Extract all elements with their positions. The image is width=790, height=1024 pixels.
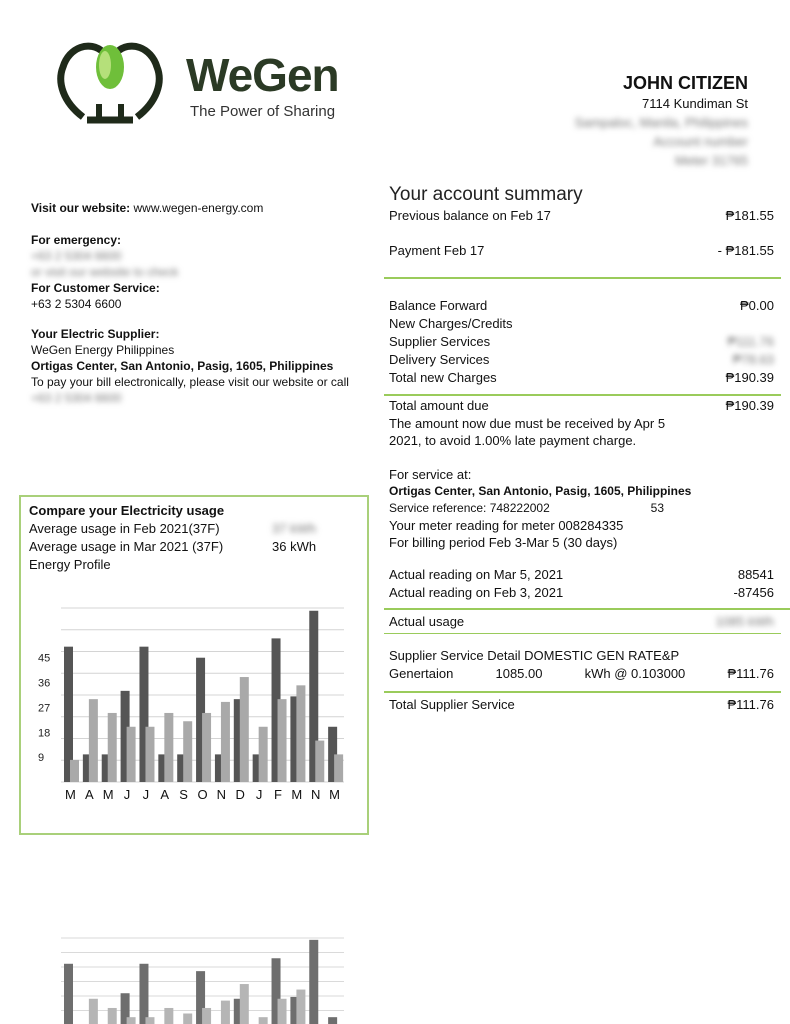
energy-profile-chart-duplicate <box>26 930 356 1024</box>
billing-period: For billing period Feb 3-Mar 5 (30 days) <box>389 535 618 550</box>
bar-series-2-6 <box>183 721 192 782</box>
divider <box>384 691 781 693</box>
summary-total-due <box>389 397 774 449</box>
emergency-label: For emergency: <box>31 233 122 247</box>
x-tick-label: A <box>84 787 94 802</box>
prev-balance-value: ₱181.55 <box>725 208 774 223</box>
bar-series-2-4 <box>145 1017 154 1024</box>
summary-title: Your account summary <box>389 184 583 205</box>
divider <box>384 277 781 279</box>
actual-mar-label: Actual reading on Mar 5, 2021 <box>389 567 564 582</box>
x-tick-label: A <box>160 787 170 802</box>
payment-value: - ₱181.55 <box>717 243 774 258</box>
total-due-label: Total amount due <box>389 398 489 413</box>
payment-label: Payment Feb 17 <box>389 243 485 258</box>
balance-forward-label: Balance Forward <box>389 298 488 313</box>
address-line-2: Sampaloc, Manila, Philippines <box>574 115 748 130</box>
total-new-charges-value: ₱190.39 <box>725 370 774 385</box>
x-tick-label: J <box>142 787 150 802</box>
generation-rate: kWh @ 0.103000 <box>584 666 686 681</box>
bar-series-2-1 <box>89 699 98 782</box>
summary-payment <box>389 242 774 260</box>
x-tick-label: M <box>329 787 340 802</box>
y-tick-label: 36 <box>38 677 51 690</box>
bar-series-2-2 <box>108 713 117 782</box>
bar-series-2-12 <box>296 685 305 782</box>
bar-series-2-14 <box>334 754 343 782</box>
bar-series-2-9 <box>240 984 249 1024</box>
x-tick-label: D <box>235 787 245 802</box>
usage-feb-label: Average usage in Feb 2021(37F) <box>29 521 220 536</box>
service-for-label: For service at: <box>389 467 472 482</box>
bar-series-2-13 <box>315 741 324 782</box>
supplier-address: Ortigas Center, San Antonio, Pasig, 1605, Philippines <box>31 359 334 373</box>
y-tick-label: 45 <box>38 652 51 665</box>
address-line-3: Account number <box>653 134 748 149</box>
customer-service-phone: +63 2 5304 6600 <box>31 297 122 311</box>
customer-name: JOHN CITIZEN <box>622 73 748 93</box>
supplier-name: WeGen Energy Philippines <box>31 343 175 357</box>
divider <box>384 608 790 610</box>
due-note-line-2: 2021, to avoid 1.00% late payment charge. <box>389 433 637 448</box>
bar-series-2-11 <box>278 999 287 1024</box>
total-supplier-value: ₱111.76 <box>727 697 774 712</box>
usage-feb-value: 37 kWh <box>272 521 317 536</box>
x-tick-label: M <box>291 787 303 802</box>
usage-mar-value: 36 kWh <box>272 539 317 554</box>
bar-series-2-8 <box>221 1001 230 1024</box>
emergency-block <box>31 232 178 280</box>
supplier-detail <box>389 647 774 683</box>
customer-service-label: For Customer Service: <box>31 281 160 295</box>
total-new-charges-label: Total new Charges <box>389 370 497 385</box>
x-tick-label: J <box>255 787 263 802</box>
pay-note: To pay your bill electronically, please visit our website or call <box>31 375 349 389</box>
due-note-line-1: The amount now due must be received by Apr 5 <box>389 416 666 431</box>
website-row <box>31 200 263 216</box>
generation-label: Genertaion <box>389 666 454 681</box>
divider <box>384 633 781 634</box>
supplier-label: Your Electric Supplier: <box>31 327 160 341</box>
address-line-4: Meter 31765 <box>675 153 748 168</box>
bar-series-2-10 <box>259 727 268 782</box>
summary-charges <box>389 297 774 387</box>
usage-title: Compare your Electricity usage <box>29 503 225 518</box>
bar-series-2-5 <box>164 1008 173 1024</box>
bar-series-2-5 <box>164 713 173 782</box>
generation-qty: 1085.00 <box>495 666 543 681</box>
website-label: Visit our website: <box>31 201 131 215</box>
bar-series-2-1 <box>89 999 98 1024</box>
x-tick-label: M <box>102 787 114 802</box>
customer-address <box>575 72 748 170</box>
divider <box>384 394 781 396</box>
supplier-services-label: Supplier Services <box>389 334 491 349</box>
bar-series-2-7 <box>202 713 211 782</box>
supplier-block <box>31 326 351 406</box>
generation-value: ₱111.76 <box>727 666 774 681</box>
bar-series-2-3 <box>127 1017 136 1024</box>
brand-tagline: The Power of Sharing <box>190 103 336 120</box>
due-note <box>389 415 774 449</box>
x-tick-label: O <box>197 787 208 802</box>
x-tick-label: J <box>123 787 131 802</box>
pay-phone: +63 2 5304 6600 <box>31 391 122 405</box>
supplier-detail-label: Supplier Service Detail DOMESTIC GEN RATE&P <box>389 648 680 663</box>
y-tick-label: 18 <box>38 727 51 740</box>
delivery-services-value: ₱78.63 <box>732 352 774 367</box>
bar-series-2-11 <box>278 699 287 782</box>
total-supplier <box>389 696 774 714</box>
balance-forward-value: ₱0.00 <box>740 298 774 313</box>
actual-usage-value: 1085 kWh <box>715 614 774 629</box>
x-tick-label: N <box>311 787 321 802</box>
actual-usage-label: Actual usage <box>389 614 465 629</box>
wegen-logo-icon <box>55 32 165 132</box>
bar-series-2-7 <box>202 1008 211 1024</box>
x-tick-label: N <box>216 787 227 802</box>
energy-profile-label: Energy Profile <box>29 557 111 572</box>
bar-series-2-2 <box>108 1008 117 1024</box>
address-line-1: 7114 Kundiman St <box>642 96 748 111</box>
bar-series-2-9 <box>240 677 249 782</box>
usage-mar-label: Average usage in Mar 2021 (37F) <box>29 539 224 554</box>
delivery-services-label: Delivery Services <box>389 352 490 367</box>
bar-series-1-13 <box>309 940 318 1024</box>
bar-series-2-6 <box>183 1013 192 1024</box>
service-address: Ortigas Center, San Antonio, Pasig, 1605, Philippines <box>389 484 692 498</box>
bar-series-2-12 <box>296 990 305 1024</box>
prev-balance-label: Previous balance on Feb 17 <box>389 208 551 223</box>
bar-series-2-4 <box>145 727 154 782</box>
x-tick-label: S <box>179 787 188 802</box>
y-tick-label: 27 <box>38 702 51 715</box>
emergency-note: or visit our website to check <box>31 265 179 279</box>
customer-service-block <box>31 280 160 312</box>
service-reference: Service reference: 748222002 <box>389 501 550 515</box>
summary-prev-balance <box>389 207 774 225</box>
brand-name: WeGen <box>186 49 339 101</box>
readings <box>389 566 774 602</box>
energy-profile-chart <box>26 600 356 810</box>
bar-series-1-0 <box>64 964 73 1024</box>
bar-series-1-14 <box>328 1017 337 1024</box>
bar-series-2-10 <box>259 1017 268 1024</box>
bar-series-2-8 <box>221 702 230 782</box>
y-tick-label: 9 <box>38 752 45 765</box>
bar-series-2-0 <box>70 760 79 782</box>
actual-mar-value: 88541 <box>737 567 774 582</box>
total-supplier-label: Total Supplier Service <box>389 697 515 712</box>
emergency-phone: +63 2 5304 6600 <box>31 249 122 263</box>
website-link[interactable]: www.wegen-energy.com <box>133 201 264 215</box>
service-reference-tail: 53 <box>650 501 664 515</box>
x-tick-label: M <box>65 787 76 802</box>
actual-usage <box>389 613 774 631</box>
supplier-services-value: ₱111.76 <box>727 334 774 349</box>
new-charges-label: New Charges/Credits <box>389 316 513 331</box>
service-block <box>389 466 774 551</box>
actual-feb-value: -87456 <box>733 585 774 600</box>
meter-reading: Your meter reading for meter 008284335 <box>389 518 624 533</box>
actual-feb-label: Actual reading on Feb 3, 2021 <box>389 585 564 600</box>
x-tick-label: F <box>273 787 282 802</box>
total-due-value: ₱190.39 <box>725 398 774 413</box>
bar-series-1-4 <box>139 964 148 1024</box>
bar-series-2-3 <box>127 727 136 782</box>
